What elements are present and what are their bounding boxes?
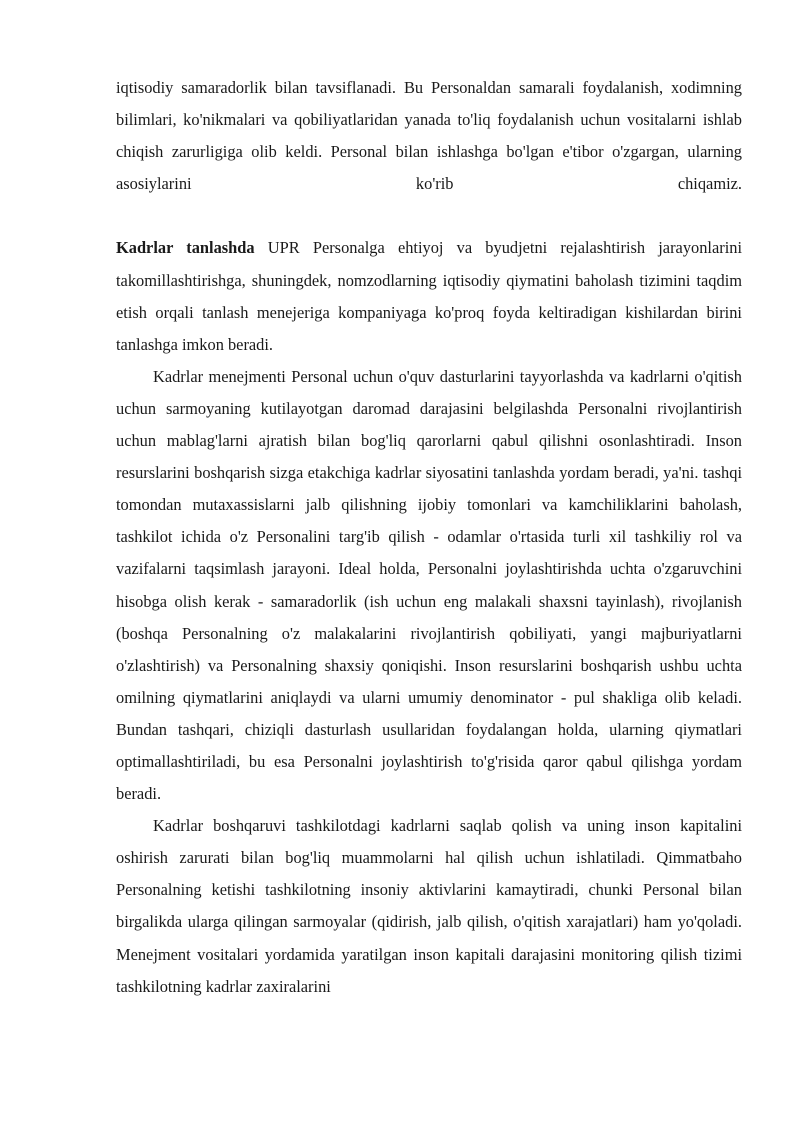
paragraph-spacer: [116, 200, 742, 232]
paragraph-body: UPR Personalga ehtiyoj va byudjetni rejalashtirish jarayonlarini takomillashtirishga, shuningdek, nomzodlarning iqtisodiy qiymatini baholash tizimini taqdim etish orqali tanlash menejeriga kompaniyaga ko'proq foyda keltiradigan kishilardan birini tanlashga imkon beradi.: [116, 238, 742, 354]
paragraph-kadrlar-boshqaruvi: Kadrlar boshqaruvi tashkilotdagi kadrlarni saqlab qolish va uning inson kapitalini oshirish zarurati bilan bog'liq muammolarni hal qilish uchun ishlatiladi. Qimmatbaho Personalning ketishi tashkilotning insoniy aktivlarini kamaytiradi, chunki Personal bilan birgalikda ularga qilingan sarmoyalar (qidirish, jalb qilish, o'qitish xarajatlari) ham yo'qoladi. Menejment vositalari yordamida yaratilgan inson kapitali darajasini monitoring qilish tizimi tashkilotning kadrlar zaxiralarini: [116, 816, 742, 996]
paragraph-kadrlar-menejmenti: Kadrlar menejmenti Personal uchun o'quv dasturlarini tayyorlashda va kadrlarni o'qitish uchun sarmoyaning kutilayotgan daromad darajasini belgilashda Personalni rivojlantirish uchun mablag'larni ajratish bilan bog'liq qarorlarni qabul qilishni osonlashtiradi. Inson resurslarini boshqarish sizga etakchiga kadrlar siyosatini tanlashda yordam beradi, ya'ni. tashqi tomondan mutaxassislarni jalb qilishning ijobiy tomonlari va kamchiliklarini baholash, tashkilot ichida o'z Personalini targ'ib qilish - odamlar o'rtasida turli xil tashkiliy rol va vazifalarni taqsimlash jarayoni. Ideal holda, Personalni joylashtirishda uchta o'zgaruvchini hisobga olish kerak - samaradorlik (ish uchun eng malakali shaxsni tayinlash), rivojlanish (boshqa Personalning o'z malakalarini rivojlantirish qobiliyati, yangi majburiyatlarni o'zlashtirish) va Personalning shaxsiy qoniqishi. Inson resurslarini boshqarish ushbu uchta omilning qiymatlarini aniqlaydi va ularni umumiy denominator - pul shakliga olib keladi. Bundan tashqari, chiziqli dasturlash usullaridan foydalangan holda, ularning qiymatlari optimallashtiriladi, bu esa Personalni joylashtirish to'g'risida qaror qabul qilishga yordam beradi.: [116, 366, 742, 804]
document-page: [116, 72, 742, 1003]
paragraph-kadrlar-tanlashda: [116, 232, 742, 360]
paragraph-intro: iqtisodiy samaradorlik bilan tavsiflanadi. Bu Personaldan samarali foydalanish, xodimning bilimlari, ko'nikmalari va qobiliyatlaridan yanada to'liq foydalanish uchun vositalarni ishlab chiqish zarurligiga olib keldi. Personal bilan ishlashga bo'lgan e'tibor o'zgargan, ularning asosiylarini ko'rib chiqamiz.: [116, 78, 742, 194]
paragraph-lead-bold: Kadrlar tanlashda: [116, 238, 255, 258]
